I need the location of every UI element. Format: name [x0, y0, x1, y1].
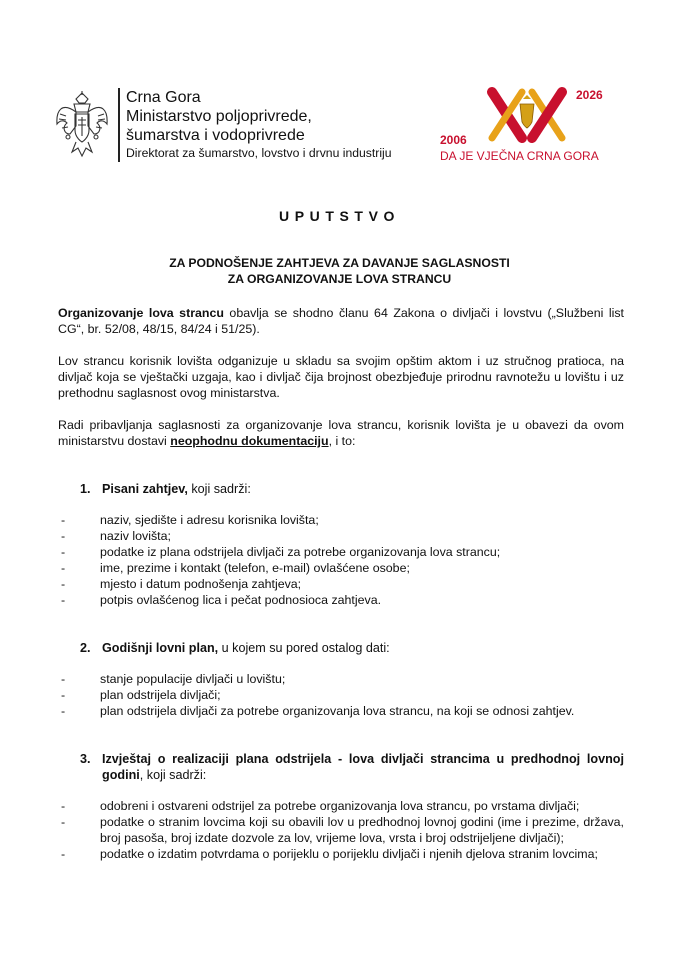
directorate-name: Direktorat za šumarstvo, lovstvo i drvnu industriju [126, 146, 392, 160]
section-heading: 3. Izvještaj o realizaciji plana odstrijela - lova divljači strancima u predhodnoj lovnoj godini, koji sadrži: [58, 751, 624, 783]
intro-paragraph-2: Lov strancu korisnik lovišta odganizuje u skladu sa svojim opštim aktom i uz stručnog pratioca, na divljač koja se vještački uzgaja, kao i divljač čija brojnost obezbjeđuje prirodnu ravnotežu u lovištu i uz prethodnu saglasnost ovog ministarstva. [58, 354, 624, 400]
logo-year-end: 2026 [576, 88, 603, 102]
list-item: - mjesto i datum podnošenja zahtjeva; [58, 576, 624, 592]
coat-of-arms-icon [52, 90, 112, 158]
xx-mark-icon [492, 92, 562, 138]
logo-year-start: 2006 [440, 133, 467, 147]
section-number: 2. [80, 641, 91, 655]
section-2-list [58, 671, 624, 719]
document-body [58, 305, 624, 862]
logo-slogan: DA JE VJEČNA CRNA GORA [440, 149, 599, 163]
list-item: - naziv, sjedište i adresu korisnika lovišta; [58, 512, 624, 528]
section-heading: 1. Pisani zahtjev, koji sadrži: [58, 481, 624, 497]
subtitle-line1: ZA PODNOŠENJE ZAHTJEVA ZA DAVANJE SAGLASNOSTI [169, 256, 510, 270]
section-title: Godišnji lovni plan, [102, 641, 219, 655]
section-title: Izvještaj o realizaciji plana odstrijela - lova divljači strancima u predhodnoj lovnoj godini [102, 752, 624, 782]
document-subtitle [0, 255, 679, 287]
country-name: Crna Gora [126, 89, 201, 106]
section-title: Pisani zahtjev, [102, 482, 188, 496]
intro-bold-term: Organizovanje lova strancu [58, 306, 224, 320]
ministry-name-line2: šumarstva i vodoprivrede [126, 127, 305, 144]
list-item: - potpis ovlašćenog lica i pečat podnosioca zahtjeva. [58, 592, 624, 608]
list-item: - plan odstrijela divljači; [58, 687, 624, 703]
required-docs-term: neophodnu dokumentaciju [170, 434, 329, 448]
section-1-list [58, 512, 624, 608]
list-item: - plan odstrijela divljači za potrebe organizovanja lova strancu, na koji se odnosi zahtjev. [58, 703, 624, 719]
section-heading: 2. Godišnji lovni plan, u kojem su pored ostalog dati: [58, 640, 624, 656]
list-item: - podatke o stranim lovcima koji su obavili lov u predhodnoj lovnoj godini (ime i prezime, država, broj pasoša, broj izdate dozvole za lov, vrijeme lova, vrsta i broj odstrijeljene divljači); [58, 814, 624, 846]
list-item: - podatke iz plana odstrijela divljači za potrebe organizovanja lova strancu; [58, 544, 624, 560]
intro-paragraph-3: Radi pribavljanja saglasnosti za organizovanje lova strancu, korisnik lovišta je u obavezi da ovom ministarstvu dostavi neophodnu dokumentaciju, i to: [58, 418, 624, 448]
subtitle-line2: ZA ORGANIZOVANJE LOVA STRANCU [227, 272, 452, 286]
section-number: 3. [80, 752, 91, 766]
header-divider [118, 88, 120, 162]
list-item: - naziv lovišta; [58, 528, 624, 544]
institution-block [126, 88, 392, 161]
list-item: - podatke o izdatim potvrdama o porijeklu o porijeklu divljači i njenih djelova stranim lovcima; [58, 846, 624, 862]
intro-paragraph-1: Organizovanje lova strancu obavlja se shodno članu 64 Zakona o divljači i lovstvu („Službeni list CG“, br. 52/08, 48/15, 84/24 i 51/25). [58, 306, 624, 336]
section-number: 1. [80, 482, 91, 496]
list-item: - stanje populacije divljači u lovištu; [58, 671, 624, 687]
list-item: - ime, prezime i kontakt (telefon, e-mail) ovlašćene osobe; [58, 560, 624, 576]
list-item: - odobreni i ostvareni odstrijel za potrebe organizovanja lova strancu, po vrstama divljači; [58, 798, 624, 814]
anniversary-logo [434, 86, 620, 166]
section-3-list [58, 798, 624, 862]
document-title: UPUTSTVO [278, 208, 401, 224]
ministry-name-line1: Ministarstvo poljoprivrede, [126, 108, 312, 125]
document-header [52, 86, 632, 166]
